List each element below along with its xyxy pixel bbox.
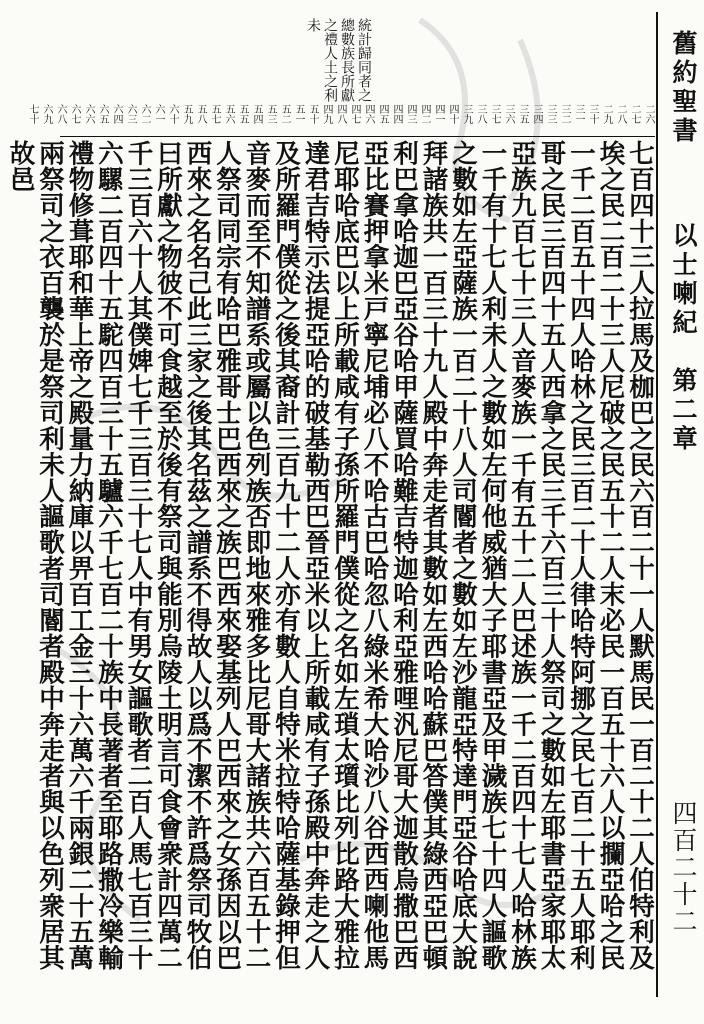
note-ref: 四七 (349, 104, 360, 124)
note-ref: 三三 (545, 104, 556, 124)
book-title: 舊約聖書 (669, 30, 698, 146)
note-ref: 五三 (265, 104, 276, 124)
note-ref: 六一 (153, 104, 164, 124)
note-ref: 三八 (475, 104, 486, 124)
note-ref: 三九 (461, 104, 472, 124)
top-notes: 統計歸同者之總數族長所獻之禮人土之利未 (305, 18, 372, 102)
note-ref: 四八 (335, 104, 346, 124)
note-ref: 四六 (363, 104, 374, 124)
note-ref: 四九 (321, 104, 332, 124)
note-ref: 六六 (83, 104, 94, 124)
note-ref: 二六 (643, 104, 654, 124)
note-ref: 四十 (447, 104, 458, 124)
note-ref: 四三 (405, 104, 416, 124)
note-ref: 二七 (629, 104, 640, 124)
note-ref: 五八 (195, 104, 206, 124)
note-ref: 四五 (377, 104, 388, 124)
note-ref: 三五 (517, 104, 528, 124)
note-reference-row (27, 104, 654, 132)
note-ref: 四一 (433, 104, 444, 124)
note-ref: 二八 (615, 104, 626, 124)
note-ref: 三四 (531, 104, 542, 124)
note-ref: 六五 (97, 104, 108, 124)
note-ref: 三十 (587, 104, 598, 124)
note-ref: 六二 (139, 104, 150, 124)
note-ref: 四二 (419, 104, 430, 124)
note-ref: 六三 (125, 104, 136, 124)
note-ref: 五二 (279, 104, 290, 124)
note-ref: 六七 (69, 104, 80, 124)
page-number: 四百二十二 (669, 800, 698, 935)
note-ref: 五七 (209, 104, 220, 124)
note-ref: 七十 (27, 104, 38, 124)
note-ref: 三六 (503, 104, 514, 124)
note-ref: 五一 (293, 104, 304, 124)
note-ref: 六八 (55, 104, 66, 124)
note-ref: 三一 (573, 104, 584, 124)
note-ref: 三二 (559, 104, 570, 124)
note-ref: 六四 (111, 104, 122, 124)
body-text: 七百四十三人拉馬及枷巴之民六百二十一人默馬民一百二十二人伯特利及埃之民二百二十三人尼破之民五十二人末必民一百五十六人以攔亞哈之民一千二百五十四人哈林之民三百二十人律哈特阿挪之民七百二十五人耶利哥之民三百四十五人西拿之民三千六百三十人祭司之數如左耶書亞家耶太亞族九百七十三人音麥族一千有五十二人巴述族一千二百四十七人哈林族一千有十七人利未人之數如左何他威猶大子耶書亞及甲濊族七十四人謳歌之數如左亞薩族一百二十八人司閽者之數如左沙龍亞特達門亞谷哈底大說拜諸族共一百三十九人殿中奔走者其數如左西哈哈蘇巴答僕其綠西亞巴頓利巴拿哈迦巴亞谷哈甲薩買哈難吉特迦哈利亞雅哩汎尼哥大迦散烏撒巴西亞比賽押拿米戸寧尼埔必八不哈古巴哈忽八綠米希大哈沙八谷西西喇他馬尼耶哈底巴以上所載咸有子孫所羅門僕從之名如左瑣太瓆比列比路大雅拉達君吉特示法提亞哈的破基勒西巴晉亞米以上所載咸有子孫殿中奔走之人及所羅門僕從之後其裔計三百九十二人亦有數人自特米拉特哈薩基錄押但音麥而至不知譜系或屬以色列族否即地來雅多比尼哥大諸族共六百五十二人祭司同宗有哈巴雅哥士巴西來之族巴西來娶基列人巴西來之女孫因以巴西來之名名己此三家之後其名茲之譜系不得故人以爲不潔不許爲祭司牧伯曰所獻之物彼不可食越至於後有祭司與能別烏陵土明言可食會衆計四萬二千三百六十人其僕婢七千三百三十七人中有男女謳歌者二百人馬七百三十六騾二百四十五駝四百三十五驢六千七百二十族中長著者至耶路撒冷樂輸禮物修葺耶和華上帝之殿量力納庫以畀百工金三十六萬六千兩銀二十五萬兩祭司之衣百襲於是祭司利未人謳歌者司閽者殿中奔走者與以色列衆居其故邑 (5, 140, 655, 971)
note-ref: 五六 (223, 104, 234, 124)
note-ref: 六九 (41, 104, 52, 124)
note-ref: 三七 (489, 104, 500, 124)
note-ref: 五五 (237, 104, 248, 124)
chapter-title: 以士喇紀 第二章 (669, 222, 698, 454)
note-ref: 五十 (307, 104, 318, 124)
note-ref: 五九 (181, 104, 192, 124)
note-ref: 六十 (167, 104, 178, 124)
note-ref: 五四 (251, 104, 262, 124)
note-ref: 二九 (601, 104, 612, 124)
body-divider (60, 136, 655, 137)
header-divider (656, 12, 658, 997)
note-ref: 四四 (391, 104, 402, 124)
